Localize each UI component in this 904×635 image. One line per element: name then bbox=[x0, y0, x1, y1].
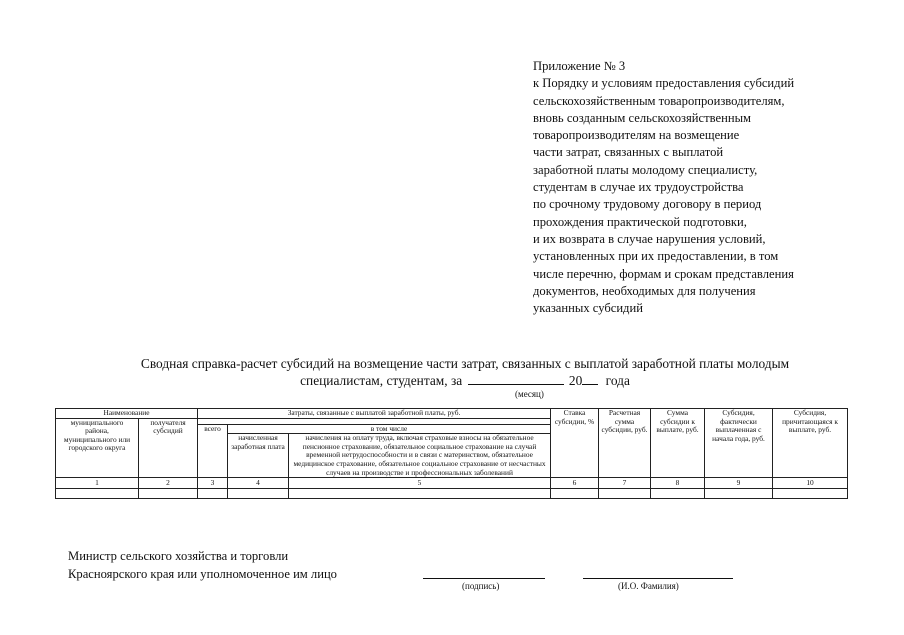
title-prefix: специалистам, студентам, за bbox=[300, 373, 463, 388]
appendix-line: к Порядку и условиям предоставления субсидий bbox=[533, 76, 795, 91]
data-cell[interactable] bbox=[198, 489, 228, 499]
data-cell[interactable] bbox=[705, 489, 773, 499]
header-rate: Ставка субсидии, % bbox=[551, 409, 599, 478]
name-label: (И.О. Фамилия) bbox=[618, 581, 679, 591]
name-field[interactable] bbox=[583, 578, 733, 579]
appendix-line: сельскохозяйственным товаропроизводителям, bbox=[533, 93, 785, 108]
appendix-line: Приложение № 3 bbox=[533, 59, 626, 73]
column-number: 7 bbox=[599, 478, 651, 489]
column-number: 8 bbox=[651, 478, 705, 489]
header-total: всего bbox=[198, 424, 228, 478]
column-number: 1 bbox=[56, 478, 139, 489]
title-suffix: года bbox=[605, 373, 630, 388]
appendix-line: числе перечню, формам и срокам представления bbox=[533, 266, 794, 281]
signature-label: (подпись) bbox=[462, 581, 500, 591]
data-cell[interactable] bbox=[773, 489, 848, 499]
signer-block bbox=[68, 547, 337, 583]
month-label: (месяц) bbox=[515, 389, 544, 399]
appendix-line: документов, необходимых для получения bbox=[533, 283, 756, 298]
header-name: Наименование bbox=[56, 409, 198, 419]
data-cell[interactable] bbox=[139, 489, 198, 499]
appendix-line: части затрат, связанных с выплатой bbox=[533, 145, 724, 160]
column-number: 6 bbox=[551, 478, 599, 489]
appendix-line: прохождения практической подготовки, bbox=[533, 214, 747, 229]
appendix-line: и их возврата в случае нарушения условий, bbox=[533, 231, 766, 246]
appendix-line: по срочному трудовому договору в период bbox=[533, 197, 762, 212]
month-blank[interactable] bbox=[468, 373, 564, 385]
signer-line-2: Красноярского края или уполномоченное им лицо bbox=[68, 567, 337, 581]
signature-field[interactable] bbox=[423, 578, 545, 579]
appendix-line: студентам в случае их трудоустройства bbox=[533, 180, 744, 195]
column-number: 10 bbox=[773, 478, 848, 489]
header-paid-since: Субсидия, фактически выплаченная с начала года, руб. bbox=[705, 409, 773, 478]
header-calc-sum: Расчетная сумма субсидии, руб. bbox=[599, 409, 651, 478]
column-number: 2 bbox=[139, 478, 198, 489]
header-recipient: получателя субсидий bbox=[139, 418, 198, 478]
header-due: Субсидия, причитающаяся к выплате, руб. bbox=[773, 409, 848, 478]
column-number: 4 bbox=[228, 478, 289, 489]
report-table bbox=[55, 408, 848, 499]
table-row bbox=[56, 489, 848, 499]
appendix-line: товаропроизводителям на возмещение bbox=[533, 128, 740, 143]
header-accruals: начисления на оплату труда, включая страховые взносы на обязательное пенсионное страхование, обязательное социальное страхование на случай временной нетрудоспособности и в связи с материнством, обязательное медицинское страхование, обязательное социальное страхование от несчастных случаев на производстве и профессиональных заболеваний bbox=[289, 434, 551, 478]
column-number: 9 bbox=[705, 478, 773, 489]
header-sum-payout: Сумма субсидии к выплате, руб. bbox=[651, 409, 705, 478]
data-cell[interactable] bbox=[228, 489, 289, 499]
title-line-1: Сводная справка-расчет субсидий на возмещение части затрат, связанных с выплатой заработной платы молодым bbox=[140, 356, 790, 371]
column-number: 3 bbox=[198, 478, 228, 489]
appendix-block bbox=[533, 58, 893, 317]
header-including: в том числе bbox=[228, 424, 551, 434]
header-municipal: муниципального района, муниципального или городского округа bbox=[56, 418, 139, 478]
header-costs: Затраты, связанные с выплатой заработной платы, руб. bbox=[198, 409, 551, 419]
appendix-line: вновь созданным сельскохозяйственным bbox=[533, 110, 752, 125]
appendix-line: установленных при их предоставлении, в том bbox=[533, 249, 779, 264]
title-line-2 bbox=[40, 372, 890, 389]
appendix-line: указанных субсидий bbox=[533, 301, 643, 316]
document-title bbox=[40, 355, 890, 389]
data-cell[interactable] bbox=[651, 489, 705, 499]
data-cell[interactable] bbox=[56, 489, 139, 499]
data-cell[interactable] bbox=[599, 489, 651, 499]
year-prefix: 20 bbox=[568, 373, 583, 388]
header-accrued-salary: начисленная заработная плата bbox=[228, 434, 289, 478]
year-blank[interactable] bbox=[582, 373, 598, 385]
data-cell[interactable] bbox=[551, 489, 599, 499]
data-cell[interactable] bbox=[289, 489, 551, 499]
signer-line-1: Министр сельского хозяйства и торговли bbox=[68, 549, 289, 563]
column-number: 5 bbox=[289, 478, 551, 489]
appendix-line: заработной платы молодому специалисту, bbox=[533, 162, 758, 177]
